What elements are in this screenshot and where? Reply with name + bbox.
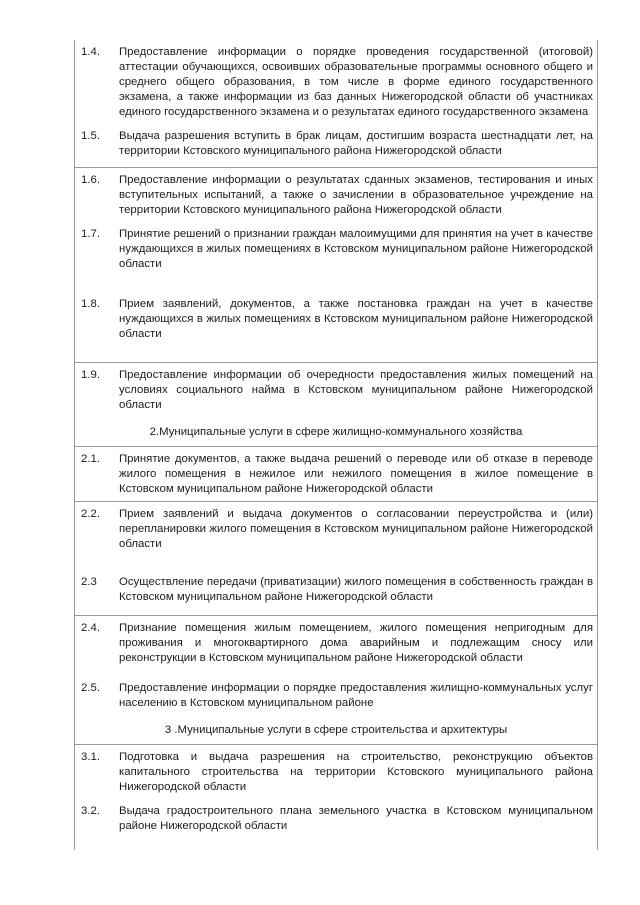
table-row [74,615,598,676]
table-row [74,501,598,570]
row-number: 2.5. [81,682,100,694]
table-bottom-edge [74,838,598,850]
row-text: Прием заявлений, документов, а также постановка граждан на учет в качестве нуждающихся в жилых помещениях в Кстовском муниципальном районе Нижегородской области [119,298,593,340]
row-text: Осуществление передачи (приватизации) жилого помещения в собственность граждан в Кстовском муниципальном районе Нижегородской области [119,576,593,603]
table-row [74,292,598,362]
row-number: 3.2. [81,805,100,817]
row-number: 1.7. [81,228,100,240]
table-row [74,362,598,417]
row-number: 1.4. [81,46,100,58]
row-number: 2.1. [81,453,100,465]
section-heading: 2.Муниципальные услуги в сфере жилищно-коммунального хозяйства [74,417,598,446]
table-row [74,570,598,615]
section-heading: 3 .Муниципальные услуги в сфере строительства и архитектуры [74,715,598,744]
table-row [74,676,598,715]
row-number: 3.1. [81,751,100,763]
row-text: Предоставление информации о порядке проведения государственной (итоговой) аттестации обучающихся, освоивших образовательные программы основного общего и среднего общего образования, в том числе в форме единого государственного экзамена, а также информации из баз данных Нижегородской области об участниках единого государственного экзамена и о результатах единого государственного экзамена [119,46,593,118]
row-text: Предоставление информации о порядке предоставления жилищно-коммунальных услуг населению в Кстовском муниципальном районе [119,682,593,709]
row-text: Принятие решений о признании граждан малоимущими для принятия на учет в качестве нуждающихся в жилых помещениях в Кстовском муниципальном районе Нижегородской области [119,228,593,270]
table-row [74,40,598,124]
row-number: 1.5. [81,130,100,142]
table-row [74,124,598,167]
table-row [74,744,598,799]
row-text: Выдача градостроительного плана земельного участка в Кстовском муниципальном районе Нижегородской области [119,805,593,832]
row-text: Предоставление информации об очередности предоставления жилых помещений на условиях социального найма в Кстовском муниципальном районе Нижегородской области [119,369,593,411]
row-text: Прием заявлений и выдача документов о согласовании переустройства и (или) перепланировки жилого помещения в Кстовском муниципальном районе Нижегородской области [119,508,593,550]
row-text: Подготовка и выдача разрешения на строительство, реконструкцию объектов капитального строительства на территории Кстовского муниципального района Нижегородской области [119,751,593,793]
services-table [74,40,598,850]
row-number: 1.6. [81,174,100,186]
row-text: Предоставление информации о результатах сданных экзаменов, тестирования и иных вступительных испытаний, а также о зачислении в образовательное учреждение на территории Кстовского муниципального района Нижегородской области [119,174,593,216]
table-row [74,799,598,838]
table-row [74,167,598,222]
table-row [74,222,598,292]
row-number: 1.9. [81,369,100,381]
row-number: 2.2. [81,508,100,520]
row-number: 1.8. [81,298,100,310]
row-number: 2.3 [81,576,97,588]
row-number: 2.4. [81,622,100,634]
row-text: Принятие документов, а также выдача решений о переводе или об отказе в переводе жилого помещения в нежилое или нежилого помещения в жилое помещение в Кстовском муниципальном районе Нижегородской области [119,453,593,495]
row-text: Выдача разрешения вступить в брак лицам, достигшим возраста шестнадцати лет, на территории Кстовского муниципального района Нижегородской области [119,130,593,157]
row-text: Признание помещения жилым помещением, жилого помещения непригодным для проживания и многоквартирного дома аварийным и подлежащим сносу или реконструкции в Кстовском муниципальном районе Нижегородской области [119,622,593,664]
table-row [74,446,598,501]
